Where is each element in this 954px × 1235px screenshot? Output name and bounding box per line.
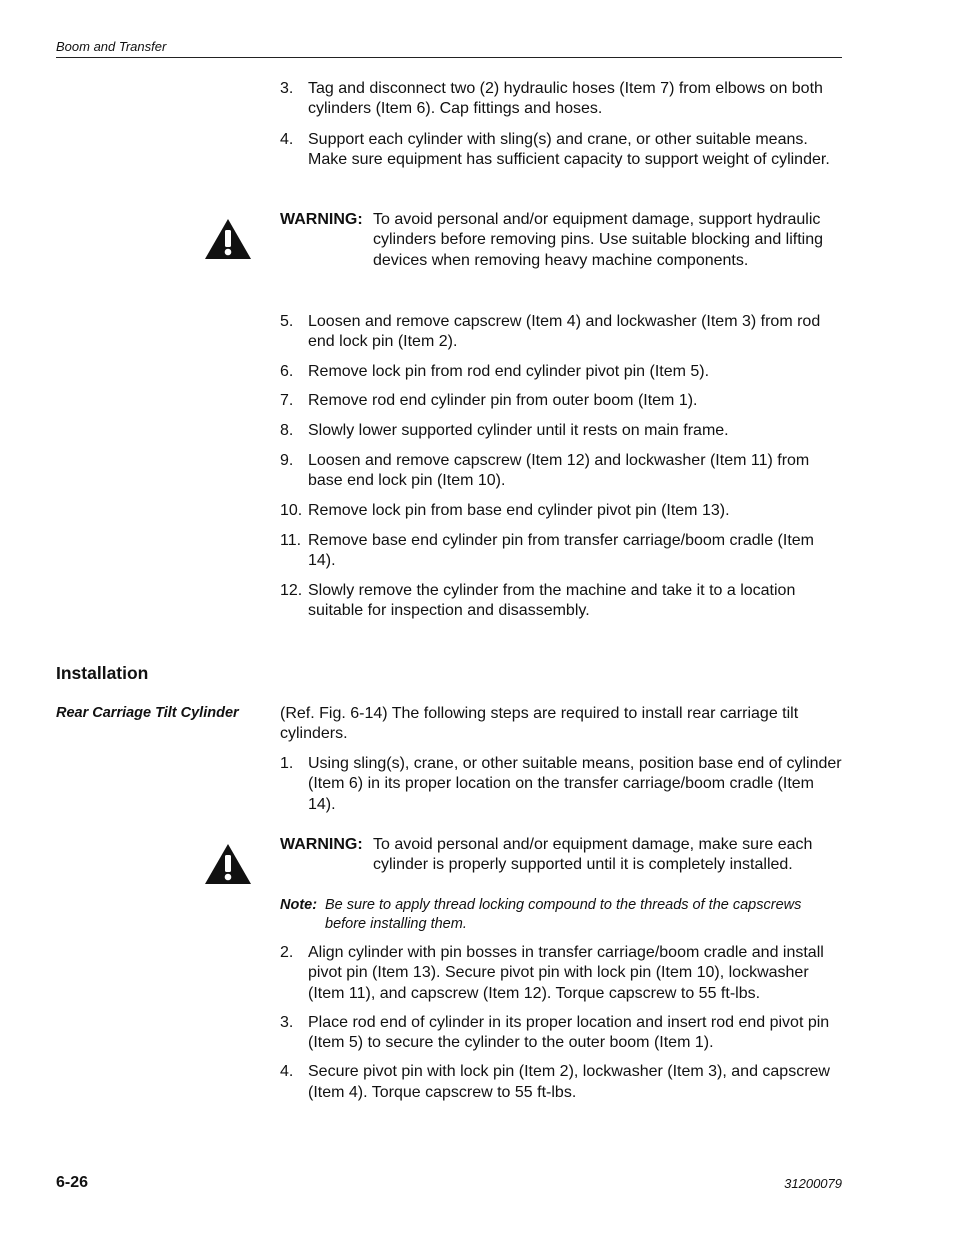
removal-steps-list-b [280, 312, 842, 622]
step-text: Remove rod end cylinder pin from outer boom (Item 1). [308, 392, 698, 410]
list-item [280, 581, 842, 622]
step-text: Using sling(s), crane, or other suitable means, position base end of cylinder (Item 6) in its proper location on the transfer carriage/boom cradle (Item 14). [308, 755, 842, 813]
page-header [56, 38, 842, 58]
step-text: Support each cylinder with sling(s) and crane, or other suitable means. Make sure equipment has sufficient capacity to support weight of cylinder. [308, 130, 830, 168]
step-number: 10. [280, 502, 303, 520]
step-number: 2. [280, 944, 294, 961]
step-text: Secure pivot pin with lock pin (Item 2), lockwasher (Item 3), and capscrew (Item 4). Torque capscrew to 55 ft-lbs. [308, 1063, 830, 1101]
list-item [280, 362, 842, 382]
note-label: Note: [280, 897, 318, 913]
step-number: 4. [280, 1063, 294, 1081]
warning-triangle-icon [204, 218, 252, 260]
step-text: Place rod end of cylinder in its proper location and insert rod end pivot pin (Item 5) to secure the cylinder to the outer boom (Item 1). [308, 1013, 830, 1052]
step-number: 12. [280, 581, 303, 599]
step-number: 3. [280, 1013, 294, 1031]
step-text: Slowly remove the cylinder from the machine and take it to a location suitable for inspection and disassembly. [308, 581, 796, 620]
step-number: 8. [280, 422, 294, 440]
list-item [280, 1062, 842, 1103]
step-number: 7. [280, 392, 294, 410]
warning-text: To avoid personal and/or equipment damage, support hydraulic cylinders before removing pins. Use suitable blocking and lifting devices when removing heavy machine components. [373, 211, 824, 269]
section-title: Boom and Transfer [56, 39, 167, 54]
document-number: 31200079 [784, 1176, 842, 1191]
list-item [280, 754, 842, 815]
intro-paragraph: (Ref. Fig. 6-14) The following steps are required to install rear carriage tilt cylinders. [280, 705, 799, 743]
list-item [280, 391, 842, 411]
note-text: Be sure to apply thread locking compound to the threads of the capscrews before installing them. [325, 897, 802, 932]
section-heading: Installation [56, 663, 149, 683]
step-text: Slowly lower supported cylinder until it rests on main frame. [308, 422, 729, 440]
list-item [280, 312, 842, 353]
step-number: 5. [280, 313, 294, 330]
subsection-label: Rear Carriage Tilt Cylinder [56, 705, 239, 721]
installation-step1 [280, 754, 842, 815]
step-text: Align cylinder with pin bosses in transfer carriage/boom cradle and install pivot pin (Item 13). Secure pivot pin with lock pin (Item 10), lockwasher (Item 11), and capscrew (Item 12). Torque capscrew to 55 ft-lbs. [308, 944, 824, 1002]
list-item [280, 1013, 842, 1054]
removal-steps-list-a [280, 79, 842, 170]
note-block [280, 896, 842, 934]
list-item [280, 421, 842, 441]
step-number: 4. [280, 130, 294, 148]
page-number: 6-26 [56, 1174, 89, 1191]
step-number: 9. [280, 451, 294, 469]
installation-steps-list [280, 943, 842, 1103]
step-text: Loosen and remove capscrew (Item 4) and lockwasher (Item 3) from rod end lock pin (Item 2). [308, 313, 821, 351]
step-number: 1. [280, 755, 294, 772]
warning-block [280, 835, 842, 876]
step-number: 3. [280, 80, 294, 97]
step-number: 11. [280, 531, 302, 549]
warning-block [280, 210, 842, 271]
warning-label: WARNING: [280, 211, 363, 228]
list-item [280, 79, 842, 120]
step-text: Remove base end cylinder pin from transfer carriage/boom cradle (Item 14). [308, 531, 814, 570]
step-text: Tag and disconnect two (2) hydraulic hoses (Item 7) from elbows on both cylinders (Item 6). Cap fittings and hoses. [308, 80, 823, 118]
step-number: 6. [280, 362, 294, 380]
warning-label: WARNING: [280, 836, 363, 853]
list-item [280, 130, 842, 171]
step-text: Remove lock pin from base end cylinder pivot pin (Item 13). [308, 502, 730, 520]
step-text: Remove lock pin from rod end cylinder pivot pin (Item 5). [308, 362, 710, 380]
step-text: Loosen and remove capscrew (Item 12) and lockwasher (Item 11) from base end lock pin (Item 10). [308, 451, 810, 490]
warning-text: To avoid personal and/or equipment damage, make sure each cylinder is properly supported until it is completely installed. [373, 836, 813, 874]
warning-triangle-icon [204, 843, 252, 885]
list-item [280, 943, 842, 1004]
list-item [280, 531, 842, 572]
list-item [280, 501, 842, 521]
list-item [280, 451, 842, 492]
